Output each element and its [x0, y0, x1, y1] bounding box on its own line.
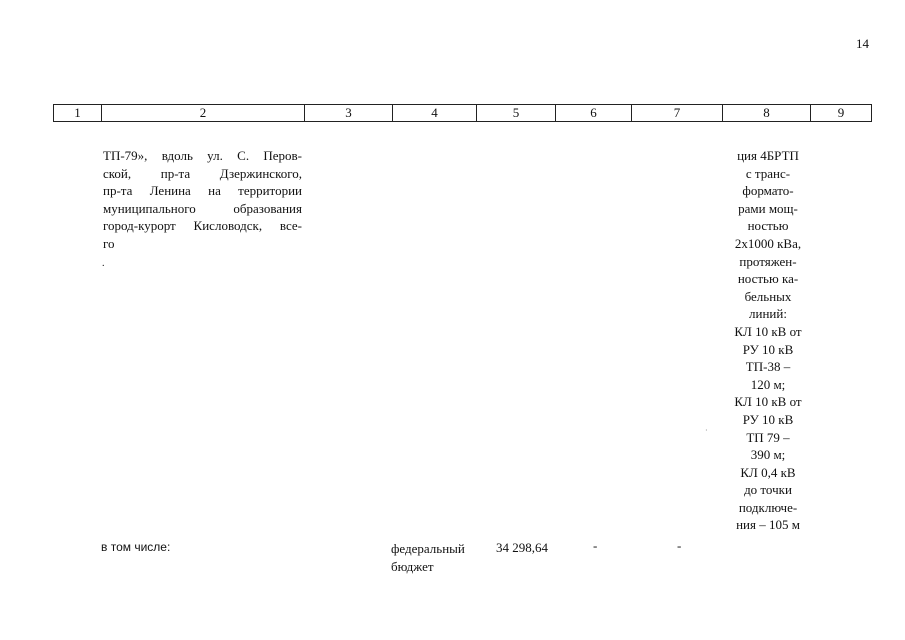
object-description	[103, 147, 302, 253]
characteristics-line: с транс-	[745, 165, 791, 181]
funding-source	[391, 540, 483, 576]
funding-source-line: федеральный	[391, 541, 465, 556]
characteristics-line: рами мощ-	[738, 200, 798, 216]
characteristics-line: 390 м;	[750, 447, 786, 463]
characteristics-line: РУ 10 кВ	[742, 341, 794, 357]
column-7-value: -	[677, 538, 682, 553]
column-number-3: 3	[305, 105, 393, 122]
characteristics-line: ностью	[747, 218, 789, 234]
funding-source-line: бюджет	[391, 559, 434, 574]
characteristics-line: ТП 79 –	[746, 429, 790, 445]
column-number-9: 9	[811, 105, 872, 122]
column-number-4: 4	[393, 105, 477, 122]
column-number-header	[53, 104, 872, 122]
characteristics-line: 120 м;	[750, 376, 786, 392]
characteristics-line: ностью ка-	[737, 271, 799, 287]
description-line: ТП-79», вдоль ул. С. Перов-	[103, 148, 302, 163]
characteristics-line: ция 4БРТП	[737, 148, 799, 163]
characteristics-line: бельных	[744, 288, 792, 304]
column-number-2: 2	[102, 105, 305, 122]
characteristics-line: протяжен-	[739, 253, 797, 269]
characteristics-line: 2х1000 кВа,	[734, 235, 802, 251]
technical-characteristics	[728, 147, 808, 534]
description-line: муниципального образования	[103, 200, 302, 216]
characteristics-line: подключе-	[738, 499, 798, 515]
characteristics-line: ния – 105 м	[736, 517, 800, 533]
characteristics-line: ТП-38 –	[745, 359, 791, 375]
description-line: город-курорт Кисловодск, все-	[103, 218, 302, 234]
column-number-1: 1	[54, 105, 102, 122]
funding-amount: 34 298,64	[496, 540, 548, 555]
column-number-7: 7	[632, 105, 723, 122]
description-line: го	[103, 235, 115, 251]
column-number-8: 8	[723, 105, 811, 122]
characteristics-line: до точки	[744, 482, 792, 498]
including-label: в том числе:	[101, 540, 171, 554]
description-line: пр-та Ленина на территории	[103, 183, 302, 199]
characteristics-line: КЛ 0,4 кВ	[740, 464, 796, 480]
characteristics-line: КЛ 10 кВ от	[734, 394, 802, 410]
column-number-5: 5	[477, 105, 556, 122]
characteristics-line: линий:	[749, 306, 787, 322]
characteristics-line: КЛ 10 кВ от	[734, 323, 802, 339]
characteristics-line: формато-	[742, 183, 794, 199]
scan-speck: ·	[705, 426, 708, 435]
page-number: 14	[856, 36, 869, 51]
column-6-value: -	[593, 538, 598, 553]
column-number-6: 6	[556, 105, 632, 122]
description-line: ской, пр-та Дзержинского,	[103, 165, 302, 181]
stray-dot: .	[102, 258, 105, 269]
characteristics-line: РУ 10 кВ	[742, 411, 794, 427]
